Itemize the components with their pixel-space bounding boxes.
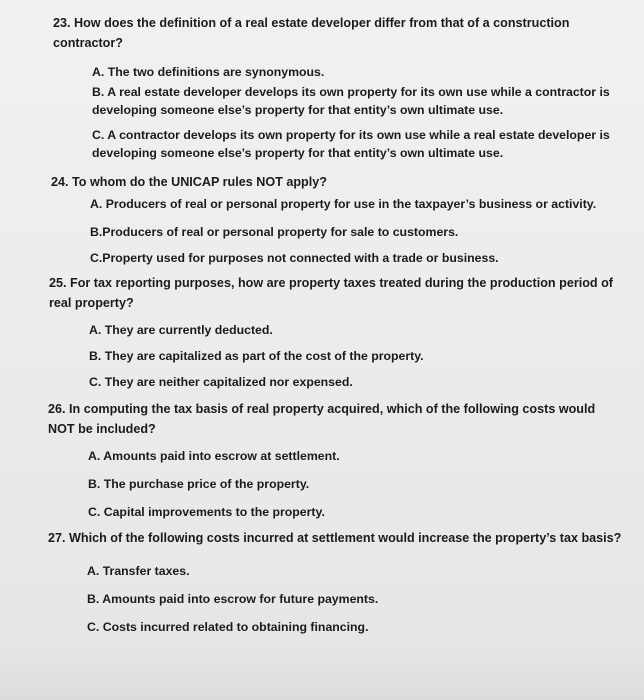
question-27-option-c — [87, 618, 368, 636]
option-text: A. They are currently deducted. — [89, 323, 273, 337]
option-text: C. They are neither capitalized nor expensed. — [89, 375, 353, 389]
option-text: A. Transfer taxes. — [87, 564, 190, 578]
question-25-option-b — [89, 347, 424, 365]
question-23-option-b — [92, 83, 610, 119]
question-25-option-a — [89, 321, 273, 339]
question-24-option-c — [90, 249, 499, 267]
option-text: A. Amounts paid into escrow at settlement. — [88, 449, 340, 463]
question-24-option-a — [90, 195, 596, 213]
question-25-option-c — [89, 373, 353, 391]
option-text: A. The two definitions are synonymous. — [92, 65, 325, 79]
question-23-stem-line-1: 23. How does the definition of a real estate developer differ from that of a construction — [53, 16, 570, 30]
option-text: developing someone else’s property for that entity’s own ultimate use. — [92, 146, 504, 160]
question-26-option-c — [88, 503, 325, 521]
question-25-stem-line-1: 25. For tax reporting purposes, how are property taxes treated during the production period of — [49, 276, 613, 290]
question-23-option-c — [92, 126, 610, 162]
question-26-stem-line-2: NOT be included? — [48, 422, 156, 436]
question-24-option-b — [90, 223, 458, 241]
question-23-option-a — [92, 63, 324, 81]
option-text: C.Property used for purposes not connected with a trade or business. — [90, 251, 499, 265]
option-text: C. Costs incurred related to obtaining financing. — [87, 620, 369, 634]
question-26-option-a — [88, 447, 340, 465]
option-text: B. They are capitalized as part of the cost of the property. — [89, 349, 424, 363]
question-27-option-a — [87, 562, 190, 580]
option-text: B. Amounts paid into escrow for future payments. — [87, 592, 379, 606]
question-26-stem — [48, 399, 595, 439]
question-27-stem — [48, 528, 621, 548]
option-text: developing someone else’s property for that entity’s own ultimate use. — [92, 103, 504, 117]
option-text: A. Producers of real or personal property for use in the taxpayer’s business or activity. — [90, 197, 597, 211]
question-24-stem — [51, 172, 327, 192]
question-23-stem — [53, 13, 569, 53]
question-24-stem-line-1: 24. To whom do the UNICAP rules NOT apply? — [51, 175, 327, 189]
option-text: C. A contractor develops its own property for its own use while a real estate developer is — [92, 128, 610, 142]
question-26-stem-line-1: 26. In computing the tax basis of real property acquired, which of the following costs would — [48, 402, 596, 416]
question-25-stem-line-2: real property? — [49, 296, 134, 310]
question-25-stem — [49, 273, 613, 313]
question-27-stem-line-1: 27. Which of the following costs incurred at settlement would increase the property’s tax basis? — [48, 531, 622, 545]
paper-shadow — [0, 640, 644, 700]
option-text: C. Capital improvements to the property. — [88, 505, 325, 519]
option-text: B.Producers of real or personal property for sale to customers. — [90, 225, 459, 239]
option-text: B. The purchase price of the property. — [88, 477, 310, 491]
question-23-stem-line-2: contractor? — [53, 36, 123, 50]
question-27-option-b — [87, 590, 378, 608]
option-text: B. A real estate developer develops its own property for its own use while a contractor is — [92, 85, 610, 99]
question-26-option-b — [88, 475, 309, 493]
